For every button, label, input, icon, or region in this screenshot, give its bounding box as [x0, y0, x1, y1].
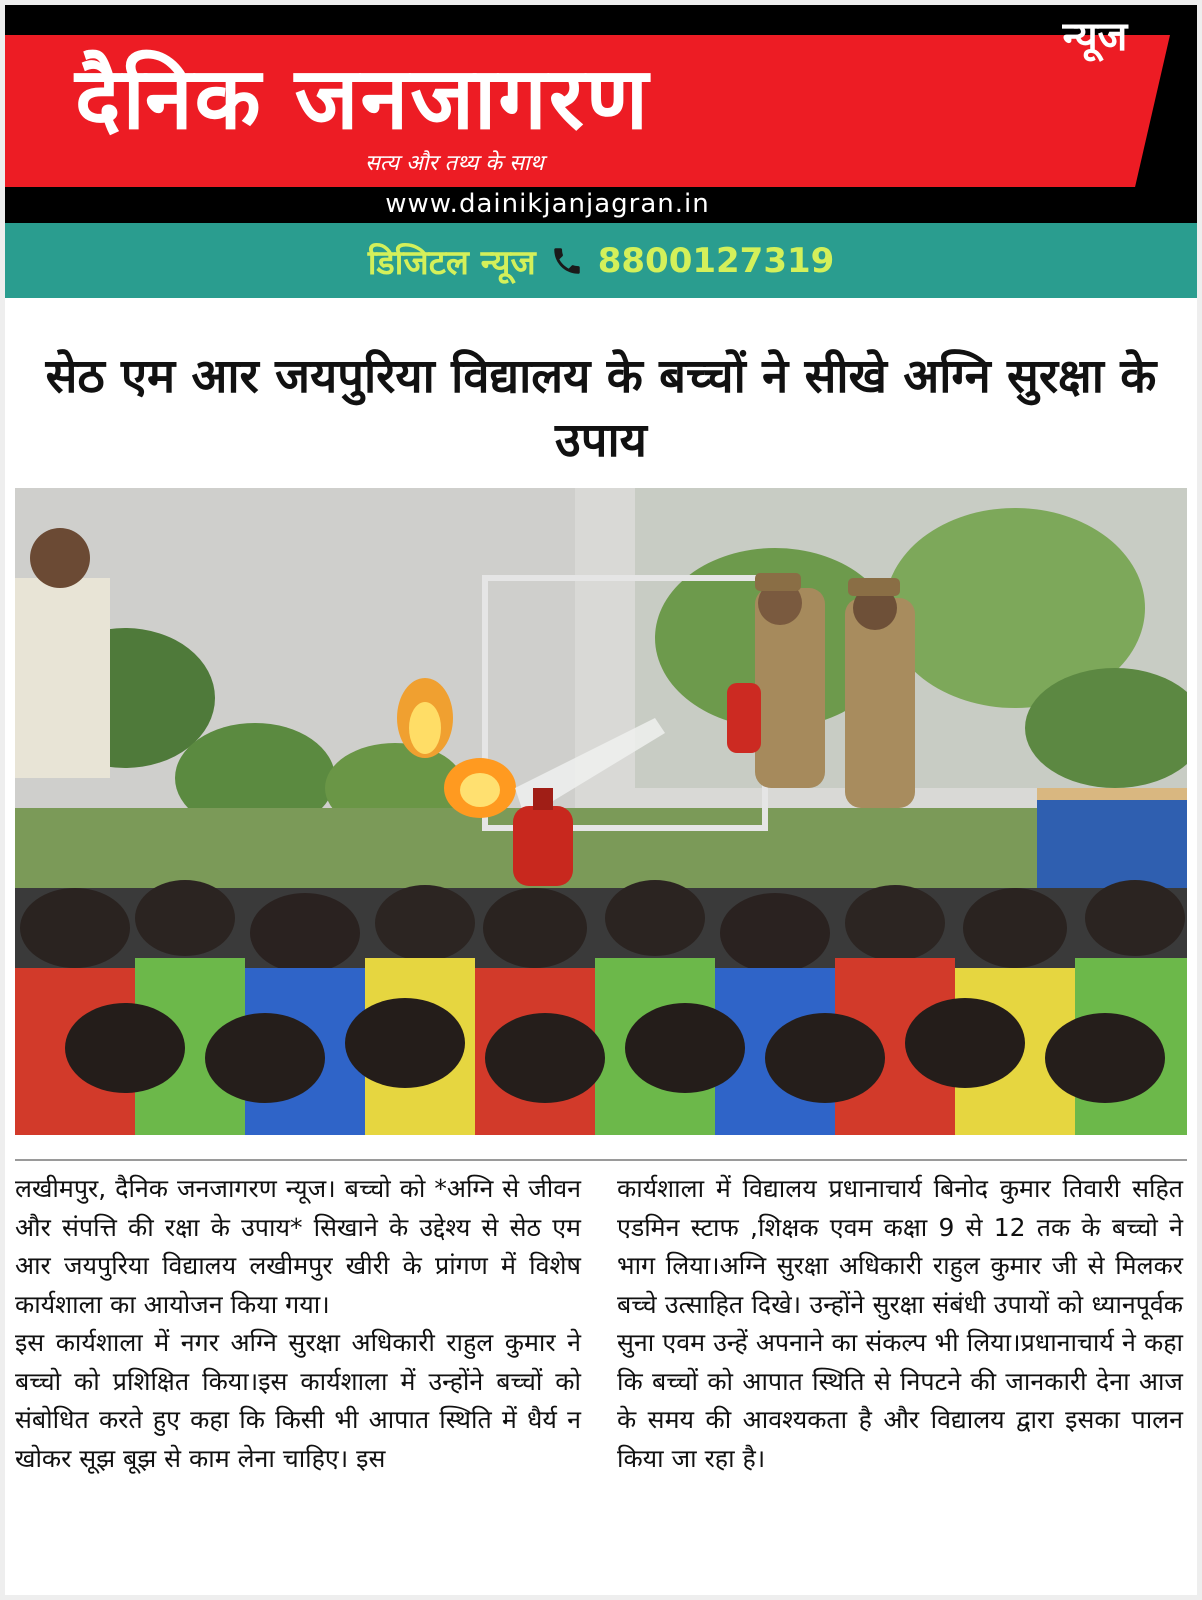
fire-drill-photo: [15, 488, 1187, 1135]
phone-number: 8800127319: [597, 240, 835, 281]
article-paragraph: इस कार्यशाला में नगर अग्नि सुरक्षा अधिकारी राहुल कुमार ने बच्चो को प्रशिक्षित किया।इस कार्यशाला में उन्होंने बच्चों को संबोधित करते हुए कहा कि किसी भी आपात स्थिति में धैर्य न खोकर सूझ बूझ से काम लेना चाहिए। इस: [15, 1328, 581, 1473]
digital-news-bar: [5, 223, 1197, 298]
website-url: www.dainikjanjagran.in: [385, 189, 710, 219]
article-paragraph: कार्यशाला में विद्यालय प्रधानाचार्य बिनोद कुमार तिवारी सहित एडमिन स्टाफ ,शिक्षक एवम कक्षा 9 से 12 तक के बच्चो ने भाग लिया।अग्नि सुरक्षा अधिकारी राहुल कुमार जी से मिलकर बच्चे उत्साहित दिखे। उन्होंने सुरक्षा संबंधी उपायों को ध्यानपूर्वक सुना एवम उन्हें अपनाने का संकल्प भी लिया।प्रधानाचार्य ने कहा कि बच्चों को आपात स्थिति से निपटने की जानकारी देना आज के समय की आवश्यकता है और विद्यालय द्वारा इसका पालन किया जा रहा है।: [617, 1174, 1183, 1473]
news-tag: न्यूज: [1062, 14, 1128, 60]
phone-icon: [550, 244, 584, 278]
section-divider: [15, 1159, 1187, 1161]
article-paragraph: लखीमपुर, दैनिक जनजागरण न्यूज। बच्चो को *अग्नि से जीवन और संपत्ति की रक्षा के उपाय* सिखाने के उद्देश्य से सेठ एम आर जयपुरिया विद्यालय लखीमपुर खीरी के प्रांगण में विशेष कार्यशाला का आयोजन किया गया।: [15, 1174, 581, 1319]
brand-title: दैनिक जनजागरण: [75, 49, 651, 149]
article-headline: सेठ एम आर जयपुरिया विद्यालय के बच्चों ने सीखे अग्नि सुरक्षा के उपाय: [45, 349, 1157, 468]
masthead: [5, 5, 1197, 223]
article-column-left: [15, 1170, 581, 1478]
newspaper-page: [5, 5, 1197, 1595]
article-photo: [15, 488, 1187, 1135]
article-column-right: [617, 1170, 1183, 1478]
digital-news-label: डिजिटल न्यूज: [367, 242, 536, 283]
tagline: सत्य और तथ्य के साथ: [365, 151, 544, 176]
students-crowd: [15, 880, 1187, 1135]
